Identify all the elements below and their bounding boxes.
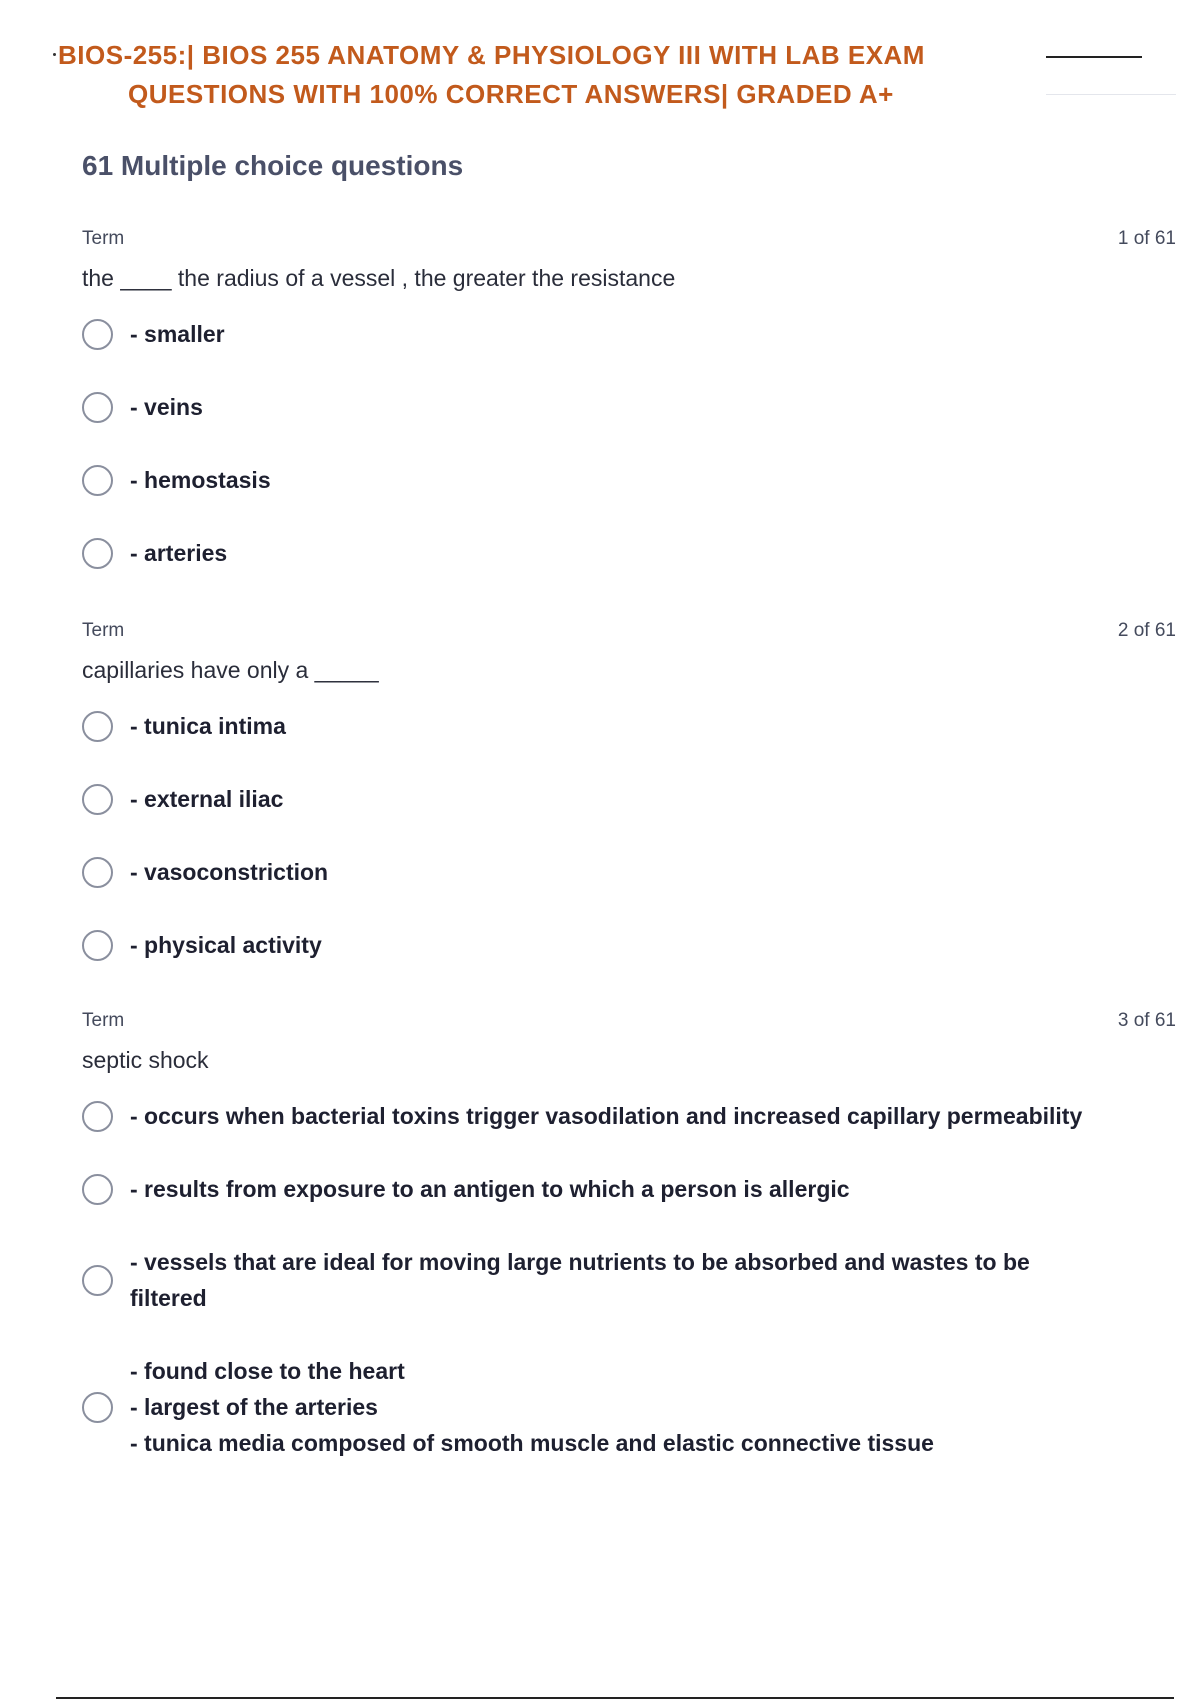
question-card-2 [82, 620, 1176, 963]
answer-option-text: - vessels that are ideal for moving large nutrients to be absorbed and wastes to be filtered [130, 1249, 1030, 1311]
radio-button[interactable] [82, 392, 113, 423]
answer-option-line: - tunica media composed of smooth muscle and elastic connective tissue [130, 1430, 934, 1456]
answer-option-text: - tunica intima [130, 713, 286, 739]
section-title: 61 Multiple choice questions [82, 150, 464, 181]
answer-option-text: - results from exposure to an antigen to which a person is allergic [130, 1176, 850, 1202]
radio-button[interactable] [82, 857, 113, 888]
radio-button[interactable] [82, 1392, 113, 1423]
answer-option-text: - smaller [130, 321, 225, 347]
answer-option[interactable] [82, 462, 1176, 498]
answer-option[interactable] [82, 316, 1176, 352]
answer-option-text [130, 1353, 934, 1461]
answer-option-text: - physical activity [130, 932, 322, 958]
answer-option[interactable] [82, 535, 1176, 571]
answer-option[interactable] [82, 927, 1176, 963]
answer-option[interactable] [82, 1244, 1082, 1316]
radio-button[interactable] [82, 1174, 113, 1205]
document-title-line-2: QUESTIONS WITH 100% CORRECT ANSWERS| GRADED A+ [128, 79, 894, 109]
question-prompt: the ____ the radius of a vessel , the greater the resistance [82, 265, 676, 291]
term-label: Term [82, 1010, 125, 1031]
answer-option-line: - largest of the arteries [130, 1394, 378, 1420]
header-rule [1046, 56, 1142, 58]
answer-option[interactable] [82, 781, 1176, 817]
answer-option[interactable] [82, 1098, 1176, 1134]
term-label: Term [82, 228, 125, 249]
answer-option-text: - arteries [130, 540, 228, 566]
answer-option-text: - veins [130, 394, 203, 420]
question-card-3 [82, 1010, 1176, 1461]
question-card-1 [82, 228, 1176, 571]
answer-option[interactable] [82, 1171, 1176, 1207]
answer-option[interactable] [82, 389, 1176, 425]
footer-rule [56, 1697, 1174, 1699]
answer-option[interactable] [82, 854, 1176, 890]
question-counter: 1 of 61 [1117, 228, 1176, 249]
answer-option-text: - external iliac [130, 786, 284, 812]
radio-button[interactable] [82, 784, 113, 815]
term-label: Term [82, 620, 125, 641]
answer-option-text: - hemostasis [130, 467, 271, 493]
header-rule-faint [1046, 94, 1176, 95]
radio-button[interactable] [82, 465, 113, 496]
answer-option[interactable] [82, 1353, 1176, 1461]
radio-button[interactable] [82, 711, 113, 742]
radio-button[interactable] [82, 1265, 113, 1296]
radio-button[interactable] [82, 538, 113, 569]
question-prompt: capillaries have only a _____ [82, 657, 379, 683]
radio-button[interactable] [82, 1101, 113, 1132]
answer-option-text: - occurs when bacterial toxins trigger vasodilation and increased capillary permeability [130, 1103, 1083, 1129]
radio-button[interactable] [82, 319, 113, 350]
question-counter: 2 of 61 [1117, 620, 1176, 641]
radio-button[interactable] [82, 930, 113, 961]
question-prompt: septic shock [82, 1047, 209, 1073]
document-title-line-1: BIOS-255:| BIOS 255 ANATOMY & PHYSIOLOGY III WITH LAB EXAM [58, 40, 925, 70]
answer-option-line: - found close to the heart [130, 1358, 405, 1384]
question-counter: 3 of 61 [1117, 1010, 1176, 1031]
answer-option[interactable] [82, 708, 1176, 744]
answer-option-text: - vasoconstriction [130, 859, 329, 885]
